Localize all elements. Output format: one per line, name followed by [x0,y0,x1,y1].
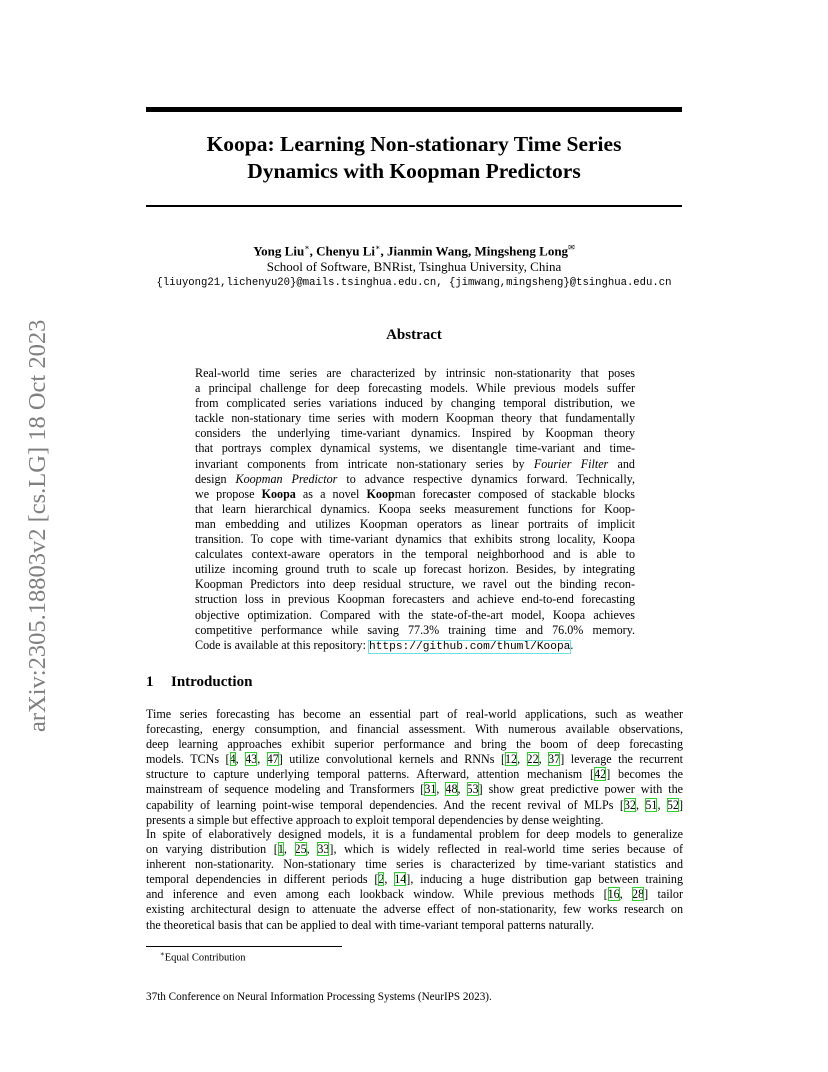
citation-link[interactable]: 47 [266,752,279,767]
equal-contribution-mark: ∗ [304,243,310,252]
abstract-line: from complicated series variations induced by changing temporal distribution, we [195,396,635,411]
abstract-line: Koopman Predictors into deep residual structure, we ravel out the binding recon- [195,577,635,592]
abstract-line: that portrays complex dynamical systems, we disentangle time-variant and time- [195,441,635,456]
author-yong-liu: Yong Liu [253,243,305,259]
citation-link[interactable]: 43 [245,752,258,767]
abstract-line: transition. To cope with time-variant dynamics that exhibits strong locality, Koopa [195,532,635,547]
abstract-line: struction loss in previous Koopman forecasters and achieve end-to-end forecasting [195,592,635,607]
abstract-line: objective optimization. Compared with the state-of-the-art model, Koopa achieves [195,607,635,622]
paragraph-line: on varying distribution [1, 25, 33], which is widely reflected in real-world time series because of [146,842,684,857]
paragraph-line: and inference and even among each lookback window. While previous methods [16, 28] tailor [146,887,683,902]
citation-link[interactable]: 53 [466,782,479,797]
citation-link[interactable]: 4 [229,752,236,767]
paragraph-line: temporal dependencies in different periods [2, 14], inducing a huge distribution gap between training [146,872,683,887]
abstract-body [195,366,635,653]
citation-link[interactable]: 1 [277,842,284,857]
intro-paragraph-2 [146,827,683,933]
abstract-line: that learn hierarchical dynamics. Koopa seeks measurement functions for Koop- [195,501,635,516]
author-list: Yong Liu∗, Chenyu Li∗, Jianmin Wang, Mingsheng Long✉ [253,243,575,259]
abstract-heading: Abstract [386,327,442,343]
citation-link[interactable]: 31 [424,782,437,797]
abstract-line: a principal challenge for deep forecasting models. While previous models suffer [195,381,635,396]
citation-link[interactable]: 14 [394,872,407,887]
koopman-predictor-term: Koopman Predictor [235,471,338,486]
abstract-line: Real-world time series are characterized by intrinsic non-stationarity that poses [195,366,635,380]
author-emails: {liuyong21,lichenyu20}@mails.tsinghua.edu.cn, {jimwang,mingsheng}@tsinghua.edu.cn [156,277,672,289]
conference-note: 37th Conference on Neural Information Processing Systems (NeurIPS 2023). [146,991,492,1003]
section-number: 1 [146,674,154,690]
footnote-rule [146,946,342,947]
paragraph-line: structure to capture underlying temporal patterns. Afterward, attention mechanism [42] becomes the [146,767,683,782]
fourier-filter-term: Fourier Filter [533,456,609,471]
citation-link[interactable]: 12 [504,752,518,767]
paragraph-line: Time series forecasting has become an essential part of real-world applications, such as weather [146,707,683,721]
author-jianmin-wang: Jianmin Wang [386,243,468,259]
intro-paragraph-1 [146,707,683,828]
citation-link[interactable]: 22 [526,752,539,767]
abstract-line: we propose Koopa as a novel Koopman forecaster composed of stackable blocks [195,486,636,501]
abstract-line: design Koopman Predictor to advance respective dynamics forward. Technically, [195,471,635,486]
paragraph-line: capability of learning point-wise temporal dependencies. And the recent revival of MLPs [32, 51, 52] [146,797,683,812]
abstract-line: man embedding and utilizes Koopman operators as linear portraits of implicit [195,516,635,531]
arxiv-watermark: arXiv:2305.18803v2 [cs.LG] 18 Oct 2023 [24,319,51,733]
affiliation: School of Software, BNRist, Tsinghua University, China [266,259,562,274]
paragraph-line: inherent non-stationarity. Non-stationary time series is characterized by time-variant statistics and [146,857,683,872]
citation-link[interactable]: 2 [378,872,385,887]
citation-link[interactable]: 48 [445,782,458,797]
paragraph-line: forecasting, energy consumption, and financial assessment. With numerous available observations, [146,722,683,737]
citation-link[interactable]: 16 [607,887,620,902]
title-line-2: Dynamics with Koopman Predictors [247,159,581,183]
section-title: Introduction [171,674,253,690]
paragraph-line: presents a simple but effective approach to exploit temporal dependencies by dense weighting. [146,812,604,827]
title-bottom-rule [146,205,682,207]
abstract-line: invariant components from intricate non-stationary series by Fourier Filter and [195,456,635,471]
citation-link[interactable]: 42 [594,767,607,782]
paragraph-line: models. TCNs [4, 43, 47] utilize convolutional kernels and RNNs [12, 22, 37] leverage the recurrent [146,752,683,767]
citation-link[interactable]: 52 [666,797,679,812]
paragraph-line: deep learning approaches exhibit superior performance and bring the boom of deep forecasting [146,737,683,752]
author-chenyu-li: Chenyu Li [316,243,376,259]
title-line-1: Koopa: Learning Non-stationary Time Series [206,132,622,156]
paper-title [146,131,682,185]
citation-link[interactable]: 28 [632,887,645,902]
section-heading-introduction [146,674,252,691]
footnote-text: Equal Contribution [164,952,246,964]
paragraph-line: In spite of elaboratively designed models, it is a fundamental problem for deep models to generalize [146,827,683,841]
citation-link[interactable]: 37 [548,752,561,767]
citation-link[interactable]: 25 [294,842,307,857]
footnote-mark: ∗ [160,950,165,958]
citation-link[interactable]: 33 [317,842,330,857]
title-top-rule [146,107,682,112]
abstract-line: utilize incoming ground truth to scale up forecast horizon. Besides, by integrating [195,562,635,577]
abstract-line: calculates context-aware operators in the temporal neighborhood and is able to [195,547,635,562]
citation-link[interactable]: 51 [645,797,658,812]
koopa-term: Koopa [261,486,296,501]
paragraph-line: mainstream of sequence modeling and Transformers [31, 48, 53] show great predictive power with the [146,782,683,797]
abstract-line: tackle non-stationary time series with modern Koopman theory that fundamentally [195,411,635,426]
repository-link[interactable]: https://github.com/thuml/Koopa [368,640,571,653]
abstract-line: competitive performance while saving 77.3% training time and 76.0% memory. [195,622,635,637]
footnote [160,950,246,964]
abstract-line: considers the underlying time-variant dynamics. Inspired by Koopman theory [195,426,635,441]
abstract-line: Code is available at this repository: https://github.com/thuml/Koopa. [195,637,574,653]
citation-link[interactable]: 32 [623,797,636,812]
paragraph-line: existing architectural design to attenuate the adverse effect of non-stationarity, few works research on [146,902,683,917]
envelope-icon: ✉ [568,243,575,252]
author-mingsheng-long: Mingsheng Long [474,243,569,259]
paragraph-line: the theoretical basis that can be applied to deal with time-variant temporal patterns naturally. [146,917,594,932]
equal-contribution-mark: ∗ [375,243,381,252]
